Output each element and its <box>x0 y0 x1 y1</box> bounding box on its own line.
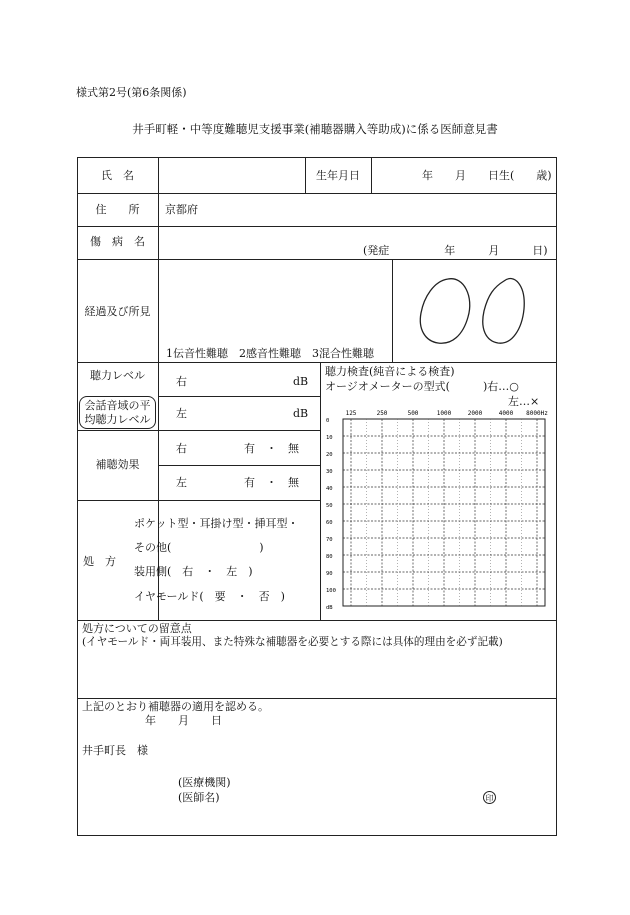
aid-effect-right-options: 有 ・ 無 <box>244 442 299 455</box>
prescription-type: ポケット型・耳掛け型・挿耳型・ <box>134 517 299 530</box>
row-divider <box>77 698 557 699</box>
audiogram-frequency-label: 500 <box>407 410 419 417</box>
audiogram-level-label: 70 <box>326 537 333 543</box>
audiogram-title: 聴力検査(純音による検査) <box>325 365 455 378</box>
aid-effect-label: 補聴効果 <box>95 458 140 471</box>
dob-label: 生年月日 <box>316 169 360 182</box>
hearing-level-left: 左 <box>176 407 187 420</box>
hearing-level-left-unit: dB <box>293 407 309 420</box>
prescription-earmold: イヤモールド( 要 ・ 否 ) <box>134 590 285 603</box>
address-label: 住 所 <box>95 203 140 216</box>
notes-detail: (イヤモールド・両耳装用、また特殊な補聴器を必要とする際には具体的理由を必ず記載) <box>82 636 503 648</box>
progress-label: 経過及び所見 <box>84 305 151 318</box>
aid-effect-left-options: 有 ・ 無 <box>244 476 299 489</box>
hearing-level-label: 聴力レベル <box>90 369 145 382</box>
audiogram-level-label: 20 <box>326 452 333 458</box>
left-ear-mark: 左…× <box>508 395 540 408</box>
audiogram-frequency-label: 1000 <box>436 410 452 417</box>
approval-statement: 上記のとおり補聴器の適用を認める。 <box>82 700 269 713</box>
row-divider <box>77 362 557 363</box>
approval-date: 年 月 日 <box>145 714 222 727</box>
prescription-label: 処 方 <box>83 555 116 568</box>
form-number: 様式第2号(第6条関係) <box>76 86 187 99</box>
row-divider <box>77 193 557 194</box>
audiogram-level-label: 60 <box>326 520 333 526</box>
audiogram-frequency-label: 2000 <box>467 410 483 417</box>
row-divider <box>77 500 320 501</box>
doctor-name-label: (医師名) <box>178 791 220 804</box>
onset-date: (発症 年 月 日) <box>363 244 548 257</box>
column-divider <box>371 157 372 193</box>
audiogram-level-label: 0 <box>326 418 330 424</box>
average-level-line1: 会話音域の平 <box>84 399 151 412</box>
aid-effect-right: 右 <box>176 442 187 455</box>
row-divider <box>158 396 320 397</box>
document-title: 井手町軽・中等度難聴児支援事業(補聴器購入等助成)に係る医師意見書 <box>132 122 498 136</box>
hearing-level-right: 右 <box>176 375 187 388</box>
name-label: 氏 名 <box>101 169 134 182</box>
average-level-line2: 均聴力レベル <box>84 413 151 426</box>
row-divider <box>77 430 320 431</box>
row-divider <box>158 465 320 466</box>
audiogram-level-label: 30 <box>326 469 333 475</box>
address-value: 京都府 <box>165 203 198 216</box>
row-divider <box>77 226 557 227</box>
disease-label: 傷 病 名 <box>90 235 145 248</box>
audiogram-chart <box>320 404 556 618</box>
audiogram-level-label: 90 <box>326 571 333 577</box>
ear-diagram <box>392 259 557 362</box>
audiogram-level-label: dB <box>326 605 333 611</box>
notes-title: 処方についての留意点 <box>82 622 192 635</box>
addressee: 井手町長 様 <box>82 744 148 757</box>
audiogram-level-label: 40 <box>326 486 333 492</box>
audiometer-model: オージオメーターの型式( )右…○ <box>325 380 519 393</box>
aid-effect-left: 左 <box>176 476 187 489</box>
prescription-side: 装用側( 右 ・ 左 ) <box>134 565 253 578</box>
medical-institution-label: (医療機関) <box>178 776 231 789</box>
row-divider <box>77 620 557 621</box>
audiogram-frequency-label: 125 <box>345 410 357 417</box>
hearing-level-right-unit: dB <box>293 375 309 388</box>
dob-value: 年 月 日生( 歳) <box>422 169 552 182</box>
audiogram-frequency-label: 8000Hz <box>526 410 548 417</box>
hearing-loss-types: 1伝音性難聴 2感音性難聴 3混合性難聴 <box>166 347 374 360</box>
audiogram-frequency-label: 4000 <box>498 410 514 417</box>
audiogram-frequency-label: 250 <box>376 410 388 417</box>
audiogram-level-label: 10 <box>326 435 333 441</box>
right-ear-outline <box>420 279 469 344</box>
seal-mark: 印 <box>483 791 496 804</box>
audiogram-level-label: 80 <box>326 554 333 560</box>
audiogram-level-label: 50 <box>326 503 333 509</box>
prescription-other: その他( ) <box>134 541 264 554</box>
audiogram-level-label: 100 <box>326 588 336 594</box>
left-ear-outline <box>483 279 524 344</box>
